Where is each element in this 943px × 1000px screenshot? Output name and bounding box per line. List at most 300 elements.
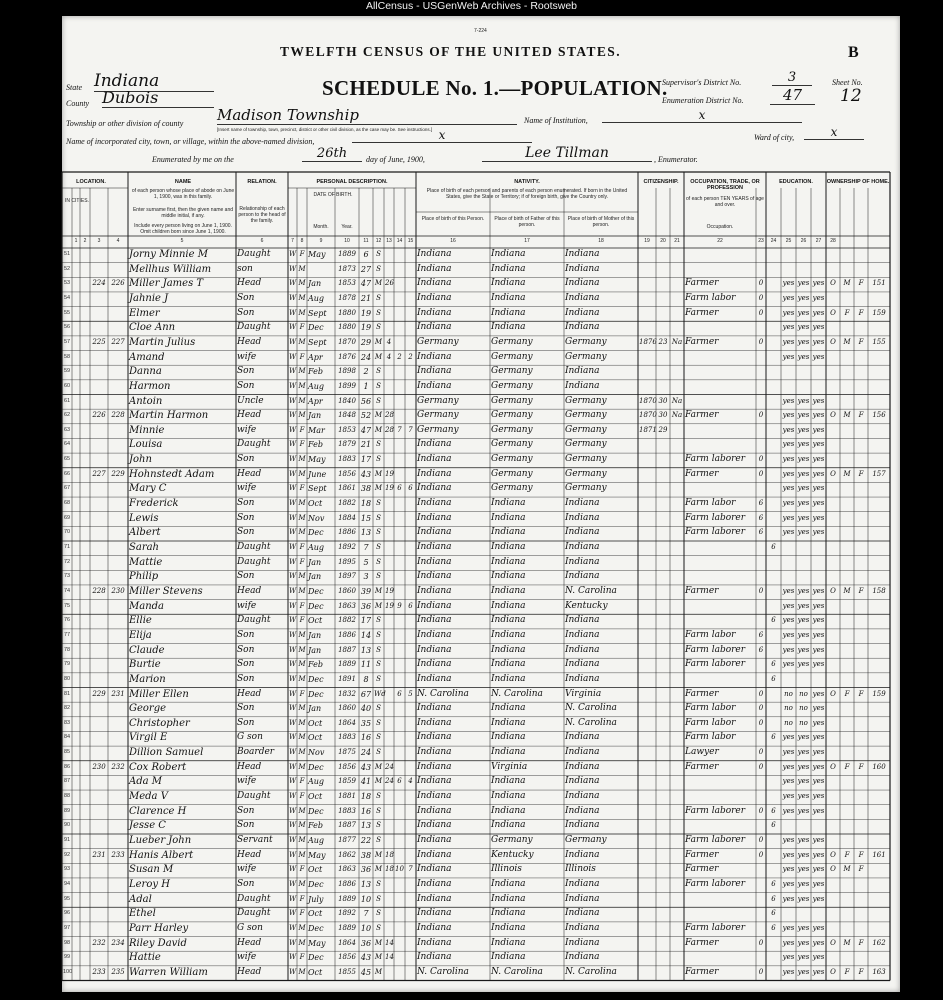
supervisor-label: Supervisor's District No. — [662, 78, 742, 87]
cell-marital: M — [374, 762, 383, 771]
cell-color: W — [289, 557, 297, 566]
cell-fr: M — [843, 586, 851, 595]
cell-name: Lewis — [129, 512, 159, 524]
cell-color: W — [289, 660, 297, 669]
cell-line: 98 — [63, 939, 71, 946]
cell-fs: 163 — [872, 967, 886, 976]
cell-en: yes — [812, 865, 825, 874]
sheet-label: Sheet No. — [832, 78, 863, 87]
column-number: 9 — [319, 238, 323, 244]
cell-age: 38 — [360, 484, 372, 494]
cell-rd: yes — [782, 836, 795, 844]
cell-ym: 19 — [385, 601, 394, 610]
cell-fb: Indiana — [491, 732, 526, 743]
cell-occ: Farm laborer — [685, 805, 746, 816]
cell-en: yes — [812, 352, 825, 361]
cell-age: 13 — [360, 821, 372, 831]
cell-age: 19 — [360, 308, 372, 318]
cell-relation: Son — [237, 454, 255, 465]
cell-relation: Son — [237, 512, 255, 523]
cell-year: 1855 — [338, 967, 356, 976]
cell-fb: Indiana — [491, 717, 526, 728]
cell-line: 57 — [63, 338, 71, 345]
cell-sch: 6 — [771, 894, 776, 903]
cell-en: yes — [812, 953, 825, 962]
cell-color: W — [289, 762, 297, 771]
cell-marital: M — [374, 938, 383, 947]
cell-age: 47 — [360, 279, 372, 289]
cell-sex: M — [298, 660, 306, 669]
cell-occ: Farm labor — [685, 703, 736, 714]
hdr-year: Year. — [341, 224, 353, 230]
cell-fh: F — [858, 411, 864, 420]
table-row — [62, 321, 900, 336]
cell-rd: yes — [782, 806, 795, 815]
cell-name: Clarence H — [129, 805, 187, 817]
group-citizenship: CITIZENSHIP. — [643, 179, 679, 185]
table-row — [62, 424, 900, 439]
cell-year: 1883 — [338, 806, 356, 815]
township-label: Township or other division of county — [66, 119, 184, 128]
cell-pb: Indiana — [417, 380, 452, 391]
cell-age: 1 — [363, 381, 369, 391]
cell-pb: Indiana — [417, 776, 452, 787]
cell-marital: S — [376, 879, 381, 888]
cell-rd: no — [784, 704, 793, 713]
cell-marital: S — [376, 894, 381, 903]
cell-en: yes — [812, 513, 825, 522]
cell-en: yes — [812, 894, 825, 903]
cell-mb: Indiana — [565, 820, 600, 831]
group-in-cities: IN CITIES. — [65, 198, 89, 204]
cell-age: 14 — [360, 630, 372, 640]
cell-fr: M — [843, 469, 851, 478]
cell-year: 1862 — [338, 850, 356, 859]
cell-fs: 156 — [872, 411, 886, 420]
enumeration-label: Enumeration District No. — [662, 96, 744, 105]
cell-color: W — [289, 367, 297, 376]
cell-year: 1877 — [338, 836, 356, 844]
cell-age: 17 — [360, 455, 372, 465]
cell-marital: M — [374, 279, 383, 288]
cell-fr: F — [844, 762, 850, 771]
cell-age: 19 — [360, 323, 372, 333]
cell-wr: yes — [797, 484, 810, 493]
cell-mb: Germany — [565, 483, 607, 494]
cell-age: 21 — [360, 440, 372, 450]
cell-fb: Indiana — [491, 512, 526, 523]
cell-ym: 19 — [385, 586, 394, 595]
cell-line: 66 — [63, 470, 71, 477]
cell-name: Susan M — [129, 864, 174, 876]
cell-marital: S — [376, 821, 381, 830]
cell-line: 95 — [63, 895, 71, 902]
cell-month: Oct — [308, 733, 323, 743]
column-number: 18 — [598, 238, 604, 244]
cell-relation: Head — [237, 410, 262, 421]
cell-nat: Na — [671, 396, 683, 405]
cell-sex: F — [299, 440, 305, 449]
cell-month: May — [308, 850, 326, 860]
cell-year: 1863 — [338, 865, 356, 874]
cell-line: 81 — [63, 690, 71, 697]
cell-name: Claude — [129, 644, 165, 656]
cell-month: Dec — [308, 323, 324, 333]
table-row — [62, 307, 900, 322]
cell-mb: Indiana — [565, 527, 600, 538]
cell-relation: Son — [237, 527, 255, 538]
sheet-letter: B — [848, 44, 859, 61]
cell-relation: G son — [237, 922, 263, 933]
cell-pb: Indiana — [417, 556, 452, 567]
cell-year: 1899 — [338, 381, 356, 390]
cell-mb: Indiana — [565, 761, 600, 772]
table-row — [62, 263, 900, 278]
cell-ym: 24 — [385, 777, 394, 786]
cell-imm: 1870 — [639, 396, 657, 405]
group-nativity: NATIVITY. — [514, 179, 540, 185]
cell-month: Oct — [308, 718, 323, 728]
cell-mne: 0 — [758, 689, 764, 698]
cell-mne: 0 — [758, 836, 764, 844]
cell-sex: F — [299, 909, 305, 918]
cell-rd: yes — [782, 616, 795, 625]
cell-occ: Farmer — [685, 761, 719, 772]
cell-mb: Illinois — [565, 864, 596, 875]
cell-month: Dec — [308, 689, 324, 699]
cell-mb: N. Carolina — [565, 717, 617, 728]
cell-wr: yes — [797, 938, 810, 947]
cell-en: yes — [812, 425, 825, 434]
cell-line: 70 — [63, 529, 71, 536]
cell-en: yes — [812, 323, 825, 332]
cell-age: 11 — [360, 660, 372, 670]
cell-dwelling: 232 — [92, 938, 106, 947]
cell-year: 1864 — [338, 938, 356, 947]
cell-marital: S — [376, 733, 381, 742]
cell-pb: Indiana — [417, 498, 452, 509]
cell-line: 94 — [63, 880, 71, 887]
cell-relation: Head — [237, 585, 262, 596]
cell-fb: Kentucky — [491, 849, 534, 860]
cell-month: June — [308, 469, 327, 479]
cell-pb: Indiana — [417, 322, 452, 333]
cell-own: O — [830, 850, 836, 859]
cell-color: W — [289, 718, 297, 727]
cell-pb: Indiana — [417, 351, 452, 362]
cell-mb: Indiana — [565, 366, 600, 377]
cell-pb: Indiana — [417, 307, 452, 318]
cell-fb: Indiana — [491, 908, 526, 919]
cell-year: 1880 — [338, 323, 356, 332]
cell-age: 10 — [360, 923, 372, 933]
cell-sex: M — [298, 923, 306, 932]
cell-marital: M — [374, 337, 383, 346]
cell-color: W — [289, 616, 297, 625]
cell-pb: Indiana — [417, 703, 452, 714]
column-number: 15 — [407, 238, 414, 244]
cell-occ: Lawyer — [685, 747, 719, 758]
cell-fb: Indiana — [491, 263, 526, 274]
form-number: 7-224 — [474, 28, 487, 34]
column-number: 16 — [450, 238, 456, 244]
cell-line: 76 — [63, 617, 71, 624]
column-number: 1 — [74, 238, 78, 244]
cell-age: 40 — [360, 704, 372, 714]
cell-wr: no — [799, 718, 808, 727]
cell-relation: wife — [237, 424, 257, 435]
cell-wr: yes — [797, 865, 810, 874]
cell-fb: Indiana — [491, 278, 526, 289]
cell-month: Jan — [308, 279, 322, 289]
cell-color: W — [289, 279, 297, 288]
cell-mne: 0 — [758, 293, 764, 302]
cell-year: 1853 — [338, 279, 356, 288]
cell-mb: Indiana — [565, 615, 600, 626]
cell-wr: yes — [797, 293, 810, 302]
cell-relation: wife — [237, 351, 257, 362]
cell-fr: F — [844, 967, 850, 976]
cell-year: 1875 — [338, 748, 356, 757]
cell-en: yes — [812, 440, 825, 449]
table-row — [62, 951, 900, 966]
cell-wr: yes — [797, 777, 810, 786]
cell-rd: yes — [782, 293, 795, 302]
cell-sex: M — [298, 630, 306, 639]
cell-en: yes — [812, 792, 825, 801]
cell-pb: Indiana — [417, 864, 452, 875]
cell-relation: Daught — [237, 249, 271, 259]
cell-line: 55 — [63, 309, 71, 316]
cell-color: W — [289, 821, 297, 830]
cell-month: May — [308, 250, 326, 259]
cell-sch: 6 — [771, 616, 776, 625]
table-row — [62, 834, 900, 849]
cell-pb: Indiana — [417, 439, 452, 450]
cell-marital: S — [376, 440, 381, 449]
hdr-name-incl: Include every person living on June 1, 1900. Omit children born since June 1, 1900. — [134, 223, 232, 235]
cell-wr: yes — [797, 879, 810, 888]
cell-line: 72 — [63, 558, 71, 565]
cell-relation: wife — [237, 483, 257, 494]
cell-year: 1863 — [338, 601, 356, 610]
cell-fb: Germany — [491, 454, 533, 465]
cell-month: Jan — [308, 557, 322, 567]
cell-fb: Indiana — [491, 659, 526, 670]
enumerator-suffix: , Enumerator. — [654, 155, 698, 164]
cell-mb: Indiana — [565, 922, 600, 933]
cell-sch: 6 — [771, 806, 776, 815]
cell-line: 62 — [63, 412, 71, 419]
cell-li: 4 — [408, 777, 413, 786]
cell-age: 13 — [360, 879, 372, 889]
group-name: NAME — [174, 179, 192, 185]
cell-fs: 159 — [872, 308, 886, 317]
cell-relation: Son — [237, 380, 255, 391]
cell-fb: N. Carolina — [491, 688, 543, 699]
cell-rd: yes — [782, 352, 795, 361]
cell-pb: Indiana — [417, 483, 452, 494]
cell-line: 86 — [63, 763, 71, 770]
cell-fb: Indiana — [491, 776, 526, 787]
cell-family: 228 — [111, 411, 125, 420]
cell-year: 1887 — [338, 821, 356, 830]
table-row — [62, 863, 900, 878]
cell-fb: Germany — [491, 439, 533, 450]
cell-occ: Farm labor — [685, 717, 736, 728]
cell-fr: M — [843, 865, 851, 874]
cell-fb: Germany — [491, 395, 533, 406]
cell-en: yes — [812, 469, 825, 478]
cell-color: W — [289, 396, 297, 405]
cell-rd: yes — [782, 645, 795, 654]
column-number: 25 — [785, 238, 792, 244]
enumerated-day: 26th — [302, 146, 362, 162]
cell-occ: Farm laborer — [685, 659, 746, 670]
cell-occ: Farmer — [685, 585, 719, 596]
cell-pb: Indiana — [417, 644, 452, 655]
cell-dwelling: 229 — [92, 689, 106, 698]
cell-year: 1853 — [338, 425, 356, 434]
cell-rd: yes — [782, 660, 795, 669]
table-row — [62, 658, 900, 673]
cell-rd: yes — [782, 484, 795, 493]
sheet-value: 12 — [840, 86, 862, 106]
cell-fb: Indiana — [491, 922, 526, 933]
cell-fh: F — [858, 279, 864, 288]
cell-relation: Servant — [237, 835, 273, 845]
column-number: 10 — [344, 238, 350, 244]
cell-mb: Indiana — [565, 542, 600, 552]
table-row — [62, 468, 900, 483]
cell-age: 29 — [360, 337, 372, 347]
cell-pb: Indiana — [417, 878, 452, 889]
cell-year: 1887 — [338, 645, 356, 654]
cell-name: Elija — [129, 629, 152, 641]
cell-sex: M — [298, 367, 306, 376]
cell-year: 1884 — [338, 513, 356, 522]
cell-own: O — [830, 762, 836, 771]
cell-ym: 28 — [385, 411, 394, 420]
cell-wr: yes — [797, 308, 810, 317]
cell-en: yes — [812, 806, 825, 815]
hdr-relation-desc: Relationship of each person to the head of the family. — [238, 206, 286, 224]
cell-fh: F — [858, 850, 864, 859]
table-row — [62, 248, 900, 263]
cell-month: Jan — [308, 572, 322, 582]
cell-age: 17 — [360, 616, 372, 626]
cell-ym: 19 — [385, 484, 394, 493]
cell-rd: no — [784, 718, 793, 727]
table-row — [62, 761, 900, 776]
cell-own: O — [830, 279, 836, 288]
cell-mb: Germany — [565, 351, 607, 362]
cell-sex: F — [299, 425, 305, 434]
cell-mb: Germany — [565, 468, 607, 479]
cell-pb: Indiana — [417, 761, 452, 772]
cell-sex: M — [298, 586, 306, 595]
cell-month: Apr — [308, 352, 323, 362]
cell-fb: Indiana — [491, 615, 526, 626]
cell-en: yes — [812, 718, 825, 727]
cell-mb: Indiana — [565, 512, 600, 523]
cell-marital: S — [376, 250, 381, 258]
cell-year: 1892 — [338, 909, 356, 918]
cell-fb: Indiana — [491, 644, 526, 655]
cell-line: 88 — [63, 793, 71, 800]
cell-marital: M — [374, 484, 383, 493]
cell-wr: yes — [797, 513, 810, 522]
cell-color: W — [289, 909, 297, 918]
cell-color: W — [289, 513, 297, 522]
cell-rd: yes — [782, 865, 795, 874]
cell-mb: Indiana — [565, 629, 600, 640]
cell-pb: Indiana — [417, 835, 452, 845]
cell-line: 87 — [63, 778, 71, 785]
cell-wr: yes — [797, 660, 810, 669]
cell-rd: yes — [782, 425, 795, 434]
cell-sch: 6 — [771, 674, 776, 683]
cell-sex: M — [298, 762, 306, 771]
cell-en: yes — [812, 762, 825, 771]
cell-marital: S — [376, 748, 381, 757]
cell-mb: Indiana — [565, 278, 600, 289]
cell-relation: G son — [237, 732, 263, 743]
cell-relation: Son — [237, 673, 255, 684]
cell-en: yes — [812, 850, 825, 859]
cell-rd: yes — [782, 879, 795, 888]
cell-month: Sept — [308, 484, 327, 494]
cell-line: 80 — [63, 675, 71, 682]
cell-mo: 9 — [397, 601, 402, 610]
cell-sex: M — [298, 748, 306, 757]
cell-fb: Germany — [491, 410, 533, 421]
cell-relation: Head — [237, 937, 262, 948]
cell-line: 60 — [63, 382, 71, 389]
cell-name: Miller Stevens — [129, 585, 203, 597]
cell-sex: M — [298, 938, 306, 947]
cell-fh: F — [858, 967, 864, 976]
county-label: County — [66, 99, 90, 108]
cell-age: 21 — [360, 293, 372, 303]
cell-mne: 0 — [758, 762, 764, 771]
cell-color: W — [289, 894, 297, 903]
cell-rd: yes — [782, 601, 795, 610]
column-number: 21 — [674, 238, 680, 244]
cell-sex: F — [299, 616, 305, 625]
cell-fr: F — [844, 308, 850, 317]
cell-pb: Indiana — [417, 278, 452, 289]
cell-color: W — [289, 572, 297, 581]
cell-age: 7 — [363, 909, 369, 919]
cell-yrs: 30 — [658, 411, 668, 420]
cell-line: 63 — [63, 426, 71, 433]
cell-year: 1886 — [338, 879, 356, 888]
cell-relation: Son — [237, 820, 255, 831]
cell-color: W — [289, 806, 297, 815]
cell-yrs: 29 — [658, 425, 668, 434]
table-row — [62, 277, 900, 292]
column-number: 28 — [830, 238, 836, 244]
cell-age: 41 — [360, 777, 372, 787]
cell-color: W — [289, 264, 297, 273]
cell-family: 229 — [111, 469, 125, 478]
cell-fr: M — [843, 411, 851, 420]
column-number: 12 — [375, 238, 382, 244]
cell-name: Christopher — [129, 717, 190, 729]
cell-name: John — [129, 454, 152, 466]
column-number: 2 — [83, 238, 87, 244]
